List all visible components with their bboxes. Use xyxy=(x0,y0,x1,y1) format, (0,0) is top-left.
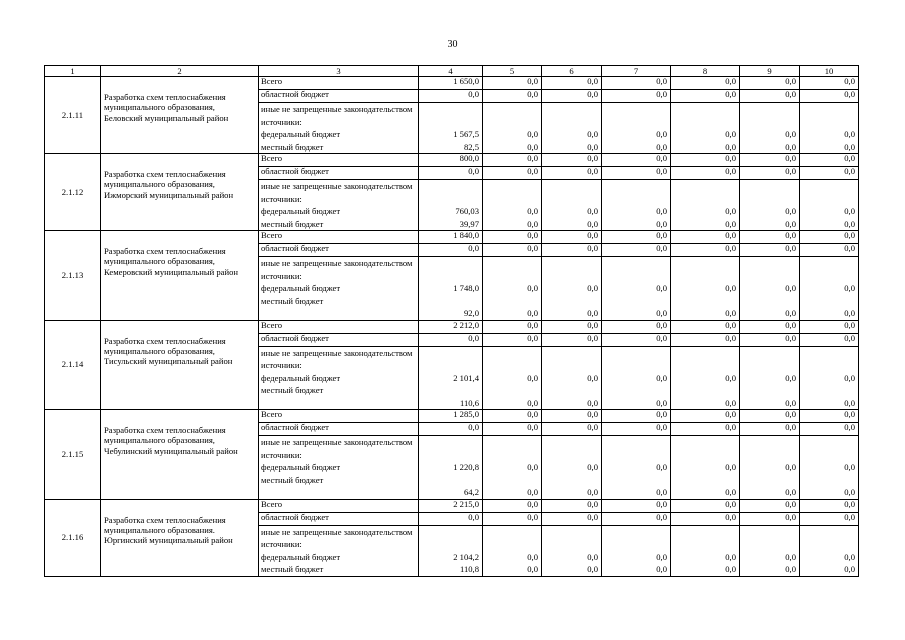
value-cell xyxy=(671,436,740,500)
total-value: 0,0 xyxy=(542,320,602,333)
source-label-local: местный бюджет xyxy=(261,474,324,485)
regional-value: 0,0 xyxy=(542,90,602,103)
value-cell xyxy=(800,436,859,500)
total-value: 0,0 xyxy=(542,154,602,167)
value-cell xyxy=(800,103,859,154)
federal-value: 0,0 xyxy=(527,206,538,216)
local-value: 0,0 xyxy=(785,308,796,318)
total-value: 0,0 xyxy=(542,77,602,90)
regional-value: 0,0 xyxy=(483,244,542,257)
column-header: 7 xyxy=(602,66,671,77)
value-cell xyxy=(419,180,483,231)
source-cell xyxy=(259,103,419,154)
column-header: 4 xyxy=(419,66,483,77)
source-label-federal: федеральный бюджет xyxy=(261,283,341,293)
value-cell xyxy=(740,436,800,500)
regional-value: 0,0 xyxy=(740,167,800,180)
value-cell xyxy=(419,346,483,410)
regional-value: 0,0 xyxy=(483,90,542,103)
source-label-total: Всего xyxy=(259,231,419,244)
regional-value: 0,0 xyxy=(602,333,671,346)
source-label-other: иные не запрещенные законодательством источники: xyxy=(261,347,413,370)
regional-value: 0,0 xyxy=(483,423,542,436)
total-value: 0,0 xyxy=(740,231,800,244)
value-cell xyxy=(602,436,671,500)
total-value: 0,0 xyxy=(800,499,859,512)
local-value: 0,0 xyxy=(785,141,796,152)
value-cell xyxy=(671,346,740,410)
total-value: 0,0 xyxy=(740,320,800,333)
regional-value: 0,0 xyxy=(419,90,483,103)
federal-value: 0,0 xyxy=(656,462,667,472)
federal-value: 1 748,0 xyxy=(453,283,479,293)
total-value: 0,0 xyxy=(671,320,740,333)
federal-value: 0,0 xyxy=(527,372,538,383)
source-label-total: Всего xyxy=(259,410,419,423)
source-label-federal: федеральный бюджет xyxy=(261,372,341,383)
total-value: 0,0 xyxy=(483,320,542,333)
table-row xyxy=(45,77,859,90)
value-cell xyxy=(483,257,542,321)
column-number-row xyxy=(45,66,859,77)
value-cell xyxy=(542,180,602,231)
measure-name: Разработка схем теплоснабжения муниципального образования, Ижморский муниципальный район xyxy=(101,154,259,231)
total-value: 0,0 xyxy=(671,231,740,244)
source-label-total: Всего xyxy=(259,499,419,512)
regional-value: 0,0 xyxy=(671,244,740,257)
total-value: 0,0 xyxy=(800,154,859,167)
source-label-other: иные не запрещенные законодательством источники: xyxy=(261,437,413,460)
total-value: 0,0 xyxy=(602,499,671,512)
federal-value: 0,0 xyxy=(587,129,598,139)
local-value: 0,0 xyxy=(656,308,667,318)
total-value: 0,0 xyxy=(800,320,859,333)
federal-value: 0,0 xyxy=(725,206,736,216)
regional-value: 0,0 xyxy=(602,167,671,180)
local-value: 0,0 xyxy=(527,308,538,318)
federal-value: 0,0 xyxy=(785,129,796,139)
federal-value: 0,0 xyxy=(725,283,736,293)
total-value: 0,0 xyxy=(740,410,800,423)
total-value: 0,0 xyxy=(602,154,671,167)
local-value: 82,5 xyxy=(463,141,479,152)
table-row xyxy=(45,320,859,333)
column-header: 8 xyxy=(671,66,740,77)
source-label-regional: областной бюджет xyxy=(259,423,419,436)
total-value: 0,0 xyxy=(602,231,671,244)
federal-value: 0,0 xyxy=(527,283,538,293)
local-value: 0,0 xyxy=(785,397,796,408)
measure-name: Разработка схем теплоснабжения муниципального образования. Юргинский муниципальный район xyxy=(101,499,259,576)
column-header: 2 xyxy=(101,66,259,77)
federal-value: 0,0 xyxy=(527,129,538,139)
value-cell xyxy=(483,436,542,500)
value-cell xyxy=(483,525,542,576)
source-cell xyxy=(259,180,419,231)
federal-value: 0,0 xyxy=(587,372,598,383)
local-value: 0,0 xyxy=(587,218,598,229)
local-value: 0,0 xyxy=(656,141,667,152)
federal-value: 0,0 xyxy=(587,283,598,293)
value-cell xyxy=(419,103,483,154)
federal-value: 0,0 xyxy=(587,206,598,216)
local-value: 0,0 xyxy=(587,308,598,318)
regional-value: 0,0 xyxy=(671,90,740,103)
source-label-other: иные не запрещенные законодательством источники: xyxy=(261,181,413,204)
value-cell xyxy=(483,180,542,231)
value-cell xyxy=(602,525,671,576)
local-value: 0,0 xyxy=(527,141,538,152)
total-value: 0,0 xyxy=(800,410,859,423)
source-label-regional: областной бюджет xyxy=(259,333,419,346)
source-label-total: Всего xyxy=(259,320,419,333)
regional-value: 0,0 xyxy=(602,423,671,436)
local-value: 0,0 xyxy=(725,487,736,497)
regional-value: 0,0 xyxy=(800,512,859,525)
value-cell xyxy=(483,103,542,154)
regional-value: 0,0 xyxy=(800,423,859,436)
value-cell xyxy=(542,346,602,410)
federal-value: 0,0 xyxy=(725,129,736,139)
local-value: 0,0 xyxy=(656,564,667,574)
total-value: 0,0 xyxy=(740,154,800,167)
total-value: 2 215,0 xyxy=(419,499,483,512)
source-label-other: иные не запрещенные законодательством источники: xyxy=(261,258,413,281)
source-label-regional: областной бюджет xyxy=(259,512,419,525)
federal-value: 0,0 xyxy=(656,551,667,562)
source-cell xyxy=(259,257,419,321)
column-header: 10 xyxy=(800,66,859,77)
regional-value: 0,0 xyxy=(602,512,671,525)
measure-name: Разработка схем теплоснабжения муниципального образования, Чебулинский муниципальный район xyxy=(101,410,259,500)
measure-code: 2.1.11 xyxy=(45,77,101,154)
local-value: 0,0 xyxy=(785,218,796,229)
local-value: 0,0 xyxy=(725,308,736,318)
total-value: 0,0 xyxy=(542,410,602,423)
federal-value: 0,0 xyxy=(785,372,796,383)
federal-value: 0,0 xyxy=(656,283,667,293)
value-cell xyxy=(671,103,740,154)
local-value: 110,8 xyxy=(459,564,479,574)
total-value: 0,0 xyxy=(740,499,800,512)
local-value: 0,0 xyxy=(725,218,736,229)
value-cell xyxy=(602,103,671,154)
federal-value: 0,0 xyxy=(725,551,736,562)
measure-code: 2.1.16 xyxy=(45,499,101,576)
source-label-local: местный бюджет xyxy=(261,295,324,306)
column-header: 1 xyxy=(45,66,101,77)
federal-value: 0,0 xyxy=(785,206,796,216)
federal-value: 1 567,5 xyxy=(453,129,479,139)
value-cell xyxy=(740,103,800,154)
local-value: 0,0 xyxy=(587,487,598,497)
source-label-other: иные не запрещенные законодательством источники: xyxy=(261,104,413,127)
federal-value: 0,0 xyxy=(587,551,598,562)
measure-name: Разработка схем теплоснабжения муниципального образования, Кемеровский муниципальный район xyxy=(101,231,259,321)
federal-value: 2 104,2 xyxy=(453,551,479,562)
value-cell xyxy=(800,525,859,576)
federal-value: 0,0 xyxy=(527,462,538,472)
federal-value: 0,0 xyxy=(725,462,736,472)
federal-value: 0,0 xyxy=(844,283,855,293)
local-value: 0,0 xyxy=(844,308,855,318)
regional-value: 0,0 xyxy=(671,167,740,180)
regional-value: 0,0 xyxy=(483,512,542,525)
local-value: 0,0 xyxy=(844,487,855,497)
source-cell xyxy=(259,436,419,500)
total-value: 0,0 xyxy=(671,410,740,423)
value-cell xyxy=(419,525,483,576)
federal-value: 0,0 xyxy=(656,206,667,216)
total-value: 1 840,0 xyxy=(419,231,483,244)
source-cell xyxy=(259,525,419,576)
local-value: 0,0 xyxy=(844,397,855,408)
local-value: 0,0 xyxy=(785,564,796,574)
local-value: 0,0 xyxy=(785,487,796,497)
federal-value: 0,0 xyxy=(656,129,667,139)
source-label-local: местный бюджет xyxy=(261,218,324,229)
federal-value: 0,0 xyxy=(844,551,855,562)
measure-name: Разработка схем теплоснабжения муниципального образования, Тисульский муниципальный район xyxy=(101,320,259,410)
column-header: 5 xyxy=(483,66,542,77)
value-cell xyxy=(671,525,740,576)
local-value: 0,0 xyxy=(656,218,667,229)
local-value: 0,0 xyxy=(725,397,736,408)
source-label-regional: областной бюджет xyxy=(259,244,419,257)
total-value: 0,0 xyxy=(671,77,740,90)
local-value: 64,2 xyxy=(463,487,479,497)
regional-value: 0,0 xyxy=(419,244,483,257)
source-label-federal: федеральный бюджет xyxy=(261,551,341,562)
regional-value: 0,0 xyxy=(602,244,671,257)
regional-value: 0,0 xyxy=(671,333,740,346)
source-label-federal: федеральный бюджет xyxy=(261,206,341,216)
measure-code: 2.1.12 xyxy=(45,154,101,231)
local-value: 0,0 xyxy=(844,564,855,574)
total-value: 0,0 xyxy=(800,77,859,90)
source-label-total: Всего xyxy=(259,154,419,167)
measure-name: Разработка схем теплоснабжения муниципального образования, Беловский муниципальный район xyxy=(101,77,259,154)
local-value: 0,0 xyxy=(527,564,538,574)
regional-value: 0,0 xyxy=(800,90,859,103)
regional-value: 0,0 xyxy=(740,423,800,436)
total-value: 0,0 xyxy=(671,499,740,512)
total-value: 0,0 xyxy=(483,231,542,244)
local-value: 0,0 xyxy=(527,487,538,497)
table-body xyxy=(45,77,859,577)
value-cell xyxy=(483,346,542,410)
local-value: 0,0 xyxy=(527,397,538,408)
source-label-local: местный бюджет xyxy=(261,385,324,395)
local-value: 0,0 xyxy=(527,218,538,229)
local-value: 0,0 xyxy=(725,564,736,574)
total-value: 1 285,0 xyxy=(419,410,483,423)
source-label-regional: областной бюджет xyxy=(259,90,419,103)
regional-value: 0,0 xyxy=(740,333,800,346)
regional-value: 0,0 xyxy=(671,423,740,436)
value-cell xyxy=(740,180,800,231)
source-label-total: Всего xyxy=(259,77,419,90)
column-header: 9 xyxy=(740,66,800,77)
federal-value: 0,0 xyxy=(844,206,855,216)
regional-value: 0,0 xyxy=(542,423,602,436)
regional-value: 0,0 xyxy=(419,423,483,436)
value-cell xyxy=(671,257,740,321)
regional-value: 0,0 xyxy=(800,333,859,346)
table-row xyxy=(45,499,859,512)
table-row xyxy=(45,231,859,244)
value-cell xyxy=(542,525,602,576)
table-row xyxy=(45,410,859,423)
value-cell xyxy=(542,103,602,154)
total-value: 0,0 xyxy=(542,231,602,244)
total-value: 0,0 xyxy=(740,77,800,90)
federal-value: 2 101,4 xyxy=(453,372,479,383)
value-cell xyxy=(419,257,483,321)
local-value: 0,0 xyxy=(844,141,855,152)
total-value: 0,0 xyxy=(483,77,542,90)
measure-code: 2.1.14 xyxy=(45,320,101,410)
value-cell xyxy=(740,257,800,321)
column-header: 3 xyxy=(259,66,419,77)
measure-code: 2.1.15 xyxy=(45,410,101,500)
federal-value: 0,0 xyxy=(587,462,598,472)
regional-value: 0,0 xyxy=(419,333,483,346)
source-label-local: местный бюджет xyxy=(261,564,324,574)
federal-value: 0,0 xyxy=(785,462,796,472)
local-value: 92,0 xyxy=(463,308,479,318)
federal-value: 0,0 xyxy=(785,551,796,562)
local-value: 0,0 xyxy=(587,397,598,408)
total-value: 0,0 xyxy=(602,320,671,333)
value-cell xyxy=(542,257,602,321)
budget-table xyxy=(44,65,859,577)
value-cell xyxy=(602,257,671,321)
federal-value: 0,0 xyxy=(785,283,796,293)
regional-value: 0,0 xyxy=(671,512,740,525)
local-value: 39,97 xyxy=(459,218,479,229)
local-value: 0,0 xyxy=(587,141,598,152)
value-cell xyxy=(800,180,859,231)
regional-value: 0,0 xyxy=(419,512,483,525)
regional-value: 0,0 xyxy=(542,333,602,346)
column-header: 6 xyxy=(542,66,602,77)
regional-value: 0,0 xyxy=(740,244,800,257)
total-value: 0,0 xyxy=(671,154,740,167)
total-value: 0,0 xyxy=(800,231,859,244)
total-value: 800,0 xyxy=(419,154,483,167)
value-cell xyxy=(419,436,483,500)
value-cell xyxy=(542,436,602,500)
federal-value: 760,03 xyxy=(455,206,479,216)
federal-value: 0,0 xyxy=(844,372,855,383)
total-value: 1 650,0 xyxy=(419,77,483,90)
local-value: 0,0 xyxy=(656,397,667,408)
table-row xyxy=(45,154,859,167)
local-value: 0,0 xyxy=(725,141,736,152)
page-number: 30 xyxy=(447,39,458,50)
local-value: 0,0 xyxy=(587,564,598,574)
value-cell xyxy=(740,346,800,410)
source-cell xyxy=(259,346,419,410)
total-value: 0,0 xyxy=(483,499,542,512)
regional-value: 0,0 xyxy=(419,167,483,180)
source-label-local: местный бюджет xyxy=(261,141,324,152)
federal-value: 0,0 xyxy=(656,372,667,383)
measure-code: 2.1.13 xyxy=(45,231,101,321)
value-cell xyxy=(740,525,800,576)
value-cell xyxy=(602,346,671,410)
value-cell xyxy=(671,180,740,231)
source-label-federal: федеральный бюджет xyxy=(261,129,341,139)
total-value: 0,0 xyxy=(483,410,542,423)
source-label-other: иные не запрещенные законодательством источники: xyxy=(261,526,413,549)
local-value: 110,6 xyxy=(459,397,479,408)
total-value: 0,0 xyxy=(602,410,671,423)
federal-value: 1 220,8 xyxy=(453,462,479,472)
federal-value: 0,0 xyxy=(527,551,538,562)
federal-value: 0,0 xyxy=(844,129,855,139)
regional-value: 0,0 xyxy=(542,244,602,257)
federal-value: 0,0 xyxy=(725,372,736,383)
local-value: 0,0 xyxy=(844,218,855,229)
regional-value: 0,0 xyxy=(800,244,859,257)
total-value: 2 212,0 xyxy=(419,320,483,333)
regional-value: 0,0 xyxy=(740,512,800,525)
regional-value: 0,0 xyxy=(800,167,859,180)
total-value: 0,0 xyxy=(602,77,671,90)
value-cell xyxy=(800,257,859,321)
source-label-federal: федеральный бюджет xyxy=(261,462,341,472)
value-cell xyxy=(800,346,859,410)
regional-value: 0,0 xyxy=(542,167,602,180)
regional-value: 0,0 xyxy=(542,512,602,525)
local-value: 0,0 xyxy=(656,487,667,497)
regional-value: 0,0 xyxy=(740,90,800,103)
source-label-regional: областной бюджет xyxy=(259,167,419,180)
value-cell xyxy=(602,180,671,231)
regional-value: 0,0 xyxy=(483,333,542,346)
federal-value: 0,0 xyxy=(844,462,855,472)
regional-value: 0,0 xyxy=(602,90,671,103)
total-value: 0,0 xyxy=(483,154,542,167)
regional-value: 0,0 xyxy=(483,167,542,180)
total-value: 0,0 xyxy=(542,499,602,512)
